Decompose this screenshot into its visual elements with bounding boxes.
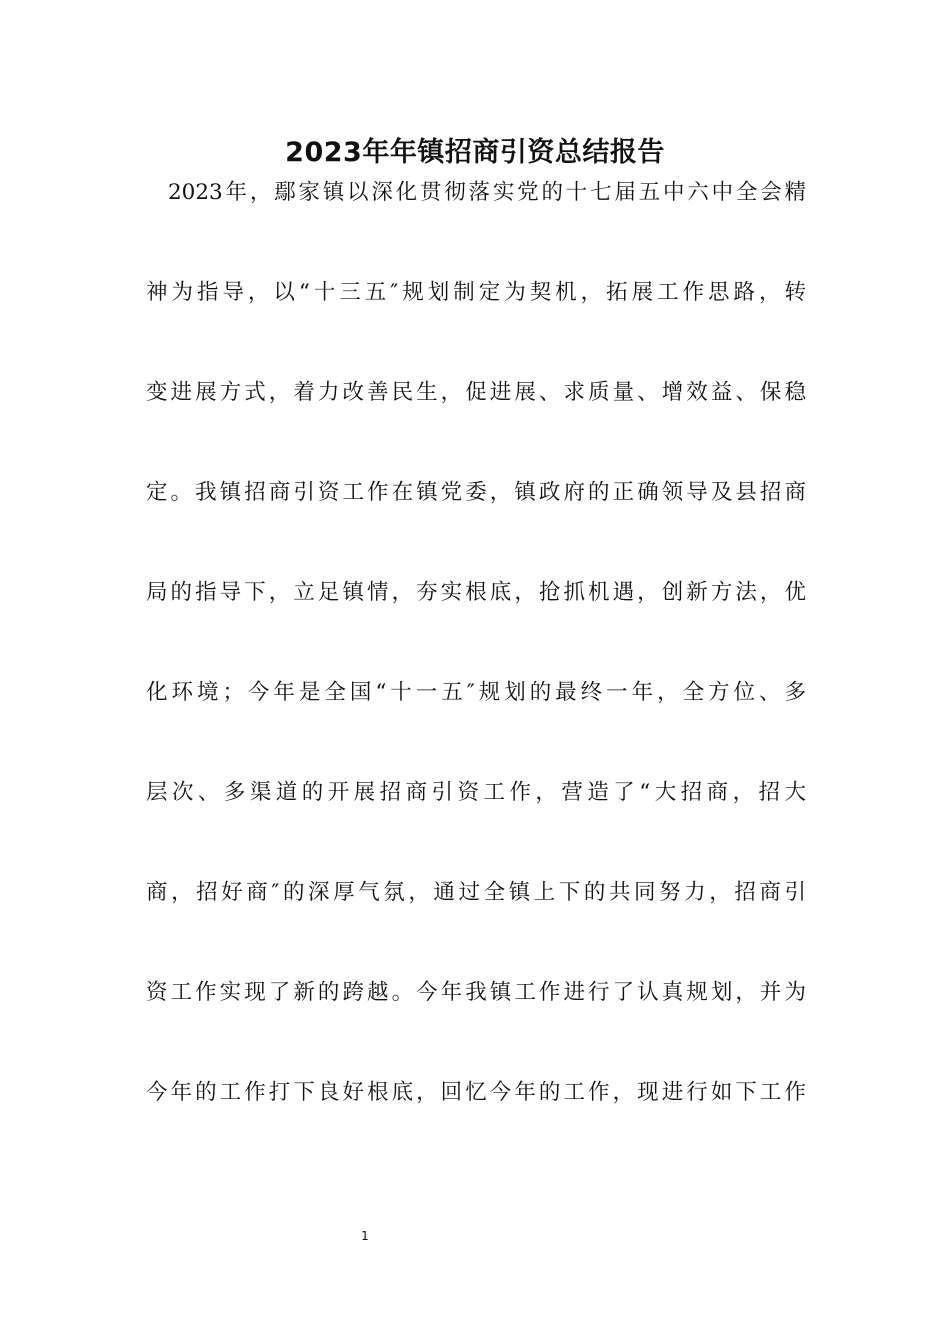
document-body: [146, 174, 806, 1174]
body-line: 资工作实现了新的跨越。今年我镇工作进行了认真规划，并为: [146, 980, 806, 1005]
document-title: 2023年年镇招商引资总结报告: [285, 137, 665, 168]
body-line: 变进展方式，着力改善民生，促进展、求质量、增效益、保稳: [146, 380, 806, 405]
body-line: 神为指导，以“十三五″规划制定为契机，拓展工作思路，转: [146, 280, 806, 305]
body-line: 今年的工作打下良好根底，回忆今年的工作，现进行如下工作: [146, 1080, 806, 1105]
body-line: 局的指导下，立足镇情，夯实根底，抢抓机遇，创新方法，优: [146, 580, 806, 605]
body-line: 定。我镇招商引资工作在镇党委，镇政府的正确领导及县招商: [146, 480, 806, 505]
body-line: 化环境；今年是全国“十一五″规划的最终一年，全方位、多: [146, 680, 806, 705]
page-number: 1: [361, 1229, 369, 1243]
body-line: 层次、多渠道的开展招商引资工作，营造了“大招商，招大: [146, 780, 806, 805]
body-line: 商，招好商″的深厚气氛，通过全镇上下的共同努力，招商引: [146, 880, 806, 905]
body-line: 2023年，鄢家镇以深化贯彻落实党的十七届五中六中全会精: [168, 180, 806, 205]
